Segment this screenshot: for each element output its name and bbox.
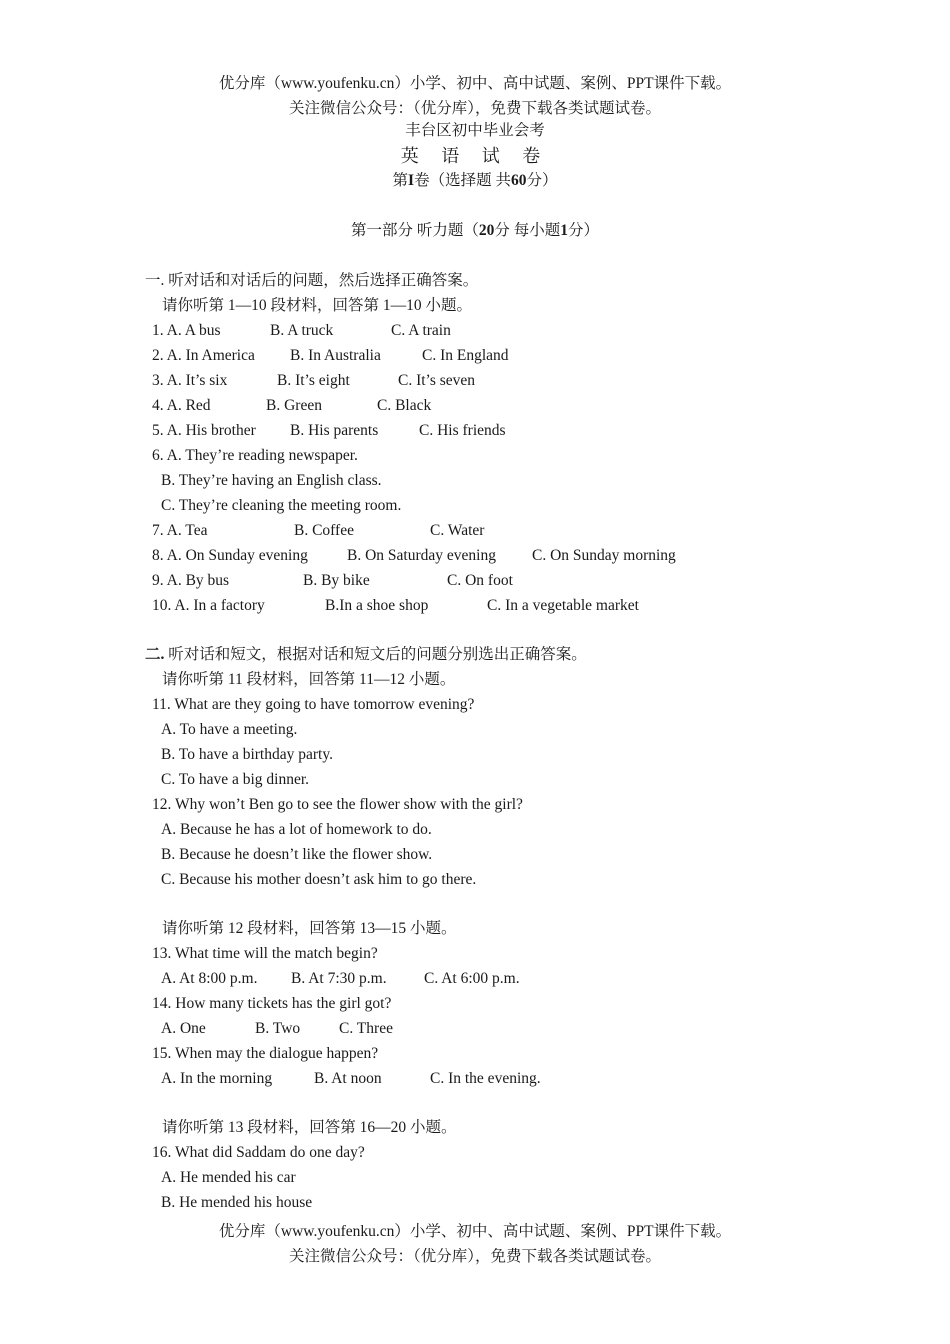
volume-title: 第I卷（选择题 共60分） (392, 172, 558, 189)
option-a: A. One (161, 1020, 206, 1037)
option-a: 9. A. By bus (152, 572, 230, 589)
option-c: C. A train (391, 322, 451, 339)
section2-instruction-2: 请你听第 12 段材料，回答第 13—15 小题。 (162, 920, 457, 937)
question-4 (152, 396, 432, 416)
section2-instruction-3: 请你听第 13 段材料，回答第 16—20 小题。 (162, 1119, 457, 1136)
option-c: C. At 6:00 p.m. (424, 970, 520, 987)
option-c: C. In the evening. (430, 1070, 541, 1087)
question-16-option-b: B. He mended his house (161, 1194, 313, 1211)
question-6-option-a: 6. A. They’re reading newspaper. (152, 447, 358, 464)
option-b: B. By bike (303, 572, 370, 589)
question-15: 15. When may the dialogue happen? (152, 1045, 379, 1062)
option-b: B. His parents (290, 422, 379, 439)
question-14-options (161, 1019, 393, 1039)
option-b: B. At noon (314, 1070, 382, 1087)
question-14: 14. How many tickets has the girl got? (152, 995, 392, 1012)
option-a: 8. A. On Sunday evening (152, 547, 308, 564)
option-a: 7. A. Tea (152, 522, 208, 539)
option-a: 10. A. In a factory (152, 597, 265, 614)
section2-heading: 二. 听对话和短文，根据对话和短文后的问题分别选出正确答案。 (145, 646, 587, 663)
option-c: C. Water (430, 522, 485, 539)
option-c: C. Black (377, 397, 432, 414)
option-a: 1. A. A bus (152, 322, 221, 339)
question-2 (152, 346, 509, 366)
option-b: B. A truck (270, 322, 334, 339)
option-b: B. On Saturday evening (347, 547, 496, 564)
option-c: C. Three (339, 1020, 393, 1037)
exam-subject-title: 英 语 试 卷 (400, 146, 550, 166)
option-b: B.In a shoe shop (325, 597, 429, 614)
option-c: C. On foot (447, 572, 513, 589)
question-5 (152, 421, 506, 441)
question-7 (152, 521, 485, 541)
question-11: 11. What are they going to have tomorrow evening? (152, 696, 475, 713)
option-b: B. Two (255, 1020, 301, 1037)
option-b: B. It’s eight (277, 372, 350, 389)
question-9 (152, 571, 513, 591)
question-3 (152, 371, 476, 391)
option-b: B. Coffee (294, 522, 354, 539)
footer-line-1: 优分库（www.youfenku.cn）小学、初中、高中试题、案例、PPT课件下载。 (218, 1223, 732, 1240)
option-b: B. In Australia (290, 347, 381, 364)
question-12: 12. Why won’t Ben go to see the flower show with the girl? (152, 796, 523, 813)
part1-title: 第一部分 听力题（20分 每小题1分） (350, 222, 600, 239)
section1-heading: 一. 听对话和对话后的问题，然后选择正确答案。 (145, 272, 479, 289)
option-c: C. It’s seven (398, 372, 476, 389)
question-11-option-c: C. To have a big dinner. (161, 771, 310, 788)
question-6-option-c: C. They’re cleaning the meeting room. (161, 497, 402, 514)
option-a: A. In the morning (161, 1070, 273, 1087)
option-c: C. In a vegetable market (487, 597, 639, 614)
section2-instruction-1: 请你听第 11 段材料，回答第 11—12 小题。 (162, 671, 456, 688)
question-8 (152, 546, 676, 566)
header-line-2: 关注微信公众号：（优分库），免费下载各类试题试卷。 (288, 100, 661, 117)
option-b: B. At 7:30 p.m. (291, 970, 387, 987)
option-b: B. Green (266, 397, 322, 414)
option-a: A. At 8:00 p.m. (161, 970, 258, 987)
question-13: 13. What time will the match begin? (152, 945, 378, 962)
option-a: 3. A. It’s six (152, 372, 228, 389)
question-13-options (161, 969, 520, 989)
question-12-option-b: B. Because he doesn’t like the flower show. (161, 846, 433, 863)
question-10 (152, 596, 639, 616)
header-line-1: 优分库（www.youfenku.cn）小学、初中、高中试题、案例、PPT课件下载。 (218, 75, 732, 92)
question-12-option-a: A. Because he has a lot of homework to do. (161, 821, 432, 838)
question-16: 16. What did Saddam do one day? (152, 1144, 365, 1161)
question-16-option-a: A. He mended his car (161, 1169, 296, 1186)
option-c: C. In England (422, 347, 509, 364)
option-c: C. His friends (419, 422, 506, 439)
question-1 (152, 321, 451, 341)
question-11-option-a: A. To have a meeting. (161, 721, 298, 738)
option-a: 4. A. Red (152, 397, 211, 414)
question-15-options (161, 1069, 541, 1089)
question-12-option-c: C. Because his mother doesn’t ask him to go there. (161, 871, 477, 888)
section1-instruction: 请你听第 1—10 段材料，回答第 1—10 小题。 (162, 297, 473, 314)
exam-district: 丰台区初中毕业会考 (405, 122, 545, 139)
question-6-option-b: B. They’re having an English class. (161, 472, 382, 489)
option-c: C. On Sunday morning (532, 547, 676, 564)
question-11-option-b: B. To have a birthday party. (161, 746, 333, 763)
option-a: 2. A. In America (152, 347, 255, 364)
footer-line-2: 关注微信公众号：（优分库），免费下载各类试题试卷。 (288, 1248, 661, 1265)
option-a: 5. A. His brother (152, 422, 256, 439)
